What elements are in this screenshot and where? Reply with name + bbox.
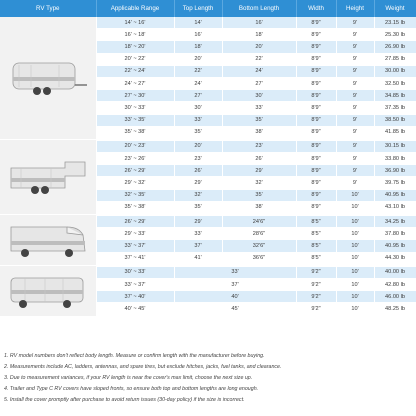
bottom-length-cell: 38' xyxy=(222,201,296,214)
top-length-cell: 16' xyxy=(174,29,222,41)
height-cell: 9' xyxy=(336,41,374,53)
top-length-cell: 29' xyxy=(174,215,222,228)
range-cell: 24' ~ 27' xyxy=(96,77,174,89)
header-weight: Weight xyxy=(374,0,416,17)
height-cell: 10' xyxy=(336,303,374,316)
table-row xyxy=(0,139,416,152)
width-cell: 8'5" xyxy=(296,215,336,228)
length-cell: 40' xyxy=(174,291,296,303)
range-cell: 22' ~ 24' xyxy=(96,65,174,77)
range-cell: 29' ~ 32' xyxy=(96,177,174,189)
weight-cell: 40.00 lb xyxy=(374,265,416,278)
range-cell: 27' ~ 30' xyxy=(96,90,174,102)
table-header-row xyxy=(0,0,416,17)
width-cell: 8'9" xyxy=(296,189,336,201)
width-cell: 8'9" xyxy=(296,53,336,65)
weight-cell: 25.30 lb xyxy=(374,29,416,41)
height-cell: 9' xyxy=(336,102,374,114)
height-cell: 9' xyxy=(336,126,374,139)
top-length-cell: 22' xyxy=(174,65,222,77)
class-c-cover-image xyxy=(0,215,96,266)
weight-cell: 27.85 lb xyxy=(374,53,416,65)
note-item: 2. Measurements include AC, ladders, antennas, and spare tires, but exclude hitches, jacks, fuel tanks, and clearance. xyxy=(4,364,282,370)
top-length-cell: 14' xyxy=(174,17,222,29)
height-cell: 10' xyxy=(336,252,374,265)
height-cell: 9' xyxy=(336,90,374,102)
weight-cell: 32.50 lb xyxy=(374,77,416,89)
bottom-length-cell: 26' xyxy=(222,153,296,165)
height-cell: 9' xyxy=(336,17,374,29)
travel-trailer-cover-image xyxy=(0,17,96,139)
note-item: 3. Due to measurement variances, if your RV length is near the cover's max limit, choose the next size up. xyxy=(4,375,253,381)
range-cell: 35' ~ 38' xyxy=(96,201,174,214)
weight-cell: 44.30 lb xyxy=(374,252,416,265)
height-cell: 9' xyxy=(336,65,374,77)
width-cell: 9'2" xyxy=(296,303,336,316)
weight-cell: 42.80 lb xyxy=(374,278,416,290)
bottom-length-cell: 24' xyxy=(222,65,296,77)
top-length-cell: 35' xyxy=(174,126,222,139)
width-cell: 8'9" xyxy=(296,41,336,53)
range-cell: 37' ~ 40' xyxy=(96,291,174,303)
weight-cell: 40.95 lb xyxy=(374,240,416,252)
header-bottom-length: Bottom Length xyxy=(222,0,296,17)
range-cell: 29' ~ 33' xyxy=(96,228,174,240)
range-cell: 20' ~ 22' xyxy=(96,53,174,65)
range-cell: 23' ~ 26' xyxy=(96,153,174,165)
bottom-length-cell: 16' xyxy=(222,17,296,29)
width-cell: 8'9" xyxy=(296,90,336,102)
range-cell: 20' ~ 23' xyxy=(96,139,174,152)
bottom-length-cell: 38' xyxy=(222,126,296,139)
table-row xyxy=(0,215,416,228)
weight-cell: 34.25 lb xyxy=(374,215,416,228)
fifth-wheel-cover-image xyxy=(0,139,96,214)
height-cell: 9' xyxy=(336,177,374,189)
range-cell: 32' ~ 35' xyxy=(96,189,174,201)
bottom-length-cell: 32'6" xyxy=(222,240,296,252)
bottom-length-cell: 29' xyxy=(222,165,296,177)
weight-cell: 23.15 lb xyxy=(374,17,416,29)
width-cell: 8'9" xyxy=(296,165,336,177)
weight-cell: 36.90 lb xyxy=(374,165,416,177)
height-cell: 10' xyxy=(336,215,374,228)
width-cell: 8'5" xyxy=(296,252,336,265)
bottom-length-cell: 32' xyxy=(222,177,296,189)
weight-cell: 43.10 lb xyxy=(374,201,416,214)
bottom-length-cell: 24'6" xyxy=(222,215,296,228)
range-cell: 33' ~ 37' xyxy=(96,240,174,252)
weight-cell: 37.80 lb xyxy=(374,228,416,240)
bottom-length-cell: 18' xyxy=(222,29,296,41)
range-cell: 18' ~ 20' xyxy=(96,41,174,53)
range-cell: 40' ~ 45' xyxy=(96,303,174,316)
top-length-cell: 35' xyxy=(174,201,222,214)
table-row xyxy=(0,17,416,29)
length-cell: 37' xyxy=(174,278,296,290)
range-cell: 33' ~ 37' xyxy=(96,278,174,290)
top-length-cell: 32' xyxy=(174,189,222,201)
note-item: 4. Trailer and Type C RV covers have sloped fronts, so ensure both top and bottom lengths are long enough. xyxy=(4,386,259,392)
class-a-cover-image xyxy=(0,265,96,316)
width-cell: 8'9" xyxy=(296,102,336,114)
height-cell: 10' xyxy=(336,240,374,252)
table-row xyxy=(0,265,416,278)
weight-cell: 41.85 lb xyxy=(374,126,416,139)
header-width: Width xyxy=(296,0,336,17)
range-cell: 37' ~ 41' xyxy=(96,252,174,265)
width-cell: 8'9" xyxy=(296,17,336,29)
bottom-length-cell: 30' xyxy=(222,90,296,102)
width-cell: 8'9" xyxy=(296,114,336,126)
weight-cell: 37.35 lb xyxy=(374,102,416,114)
width-cell: 9'2" xyxy=(296,291,336,303)
range-cell: 33' ~ 35' xyxy=(96,114,174,126)
height-cell: 9' xyxy=(336,77,374,89)
width-cell: 8'5" xyxy=(296,240,336,252)
height-cell: 9' xyxy=(336,139,374,152)
weight-cell: 30.15 lb xyxy=(374,139,416,152)
header-height: Height xyxy=(336,0,374,17)
height-cell: 9' xyxy=(336,29,374,41)
range-cell: 14' ~ 16' xyxy=(96,17,174,29)
top-length-cell: 30' xyxy=(174,102,222,114)
top-length-cell: 23' xyxy=(174,153,222,165)
top-length-cell: 33' xyxy=(174,228,222,240)
header-applicable-range: Applicable Range xyxy=(96,0,174,17)
width-cell: 8'9" xyxy=(296,29,336,41)
header-rv-type: RV Type xyxy=(0,0,96,17)
weight-cell: 38.50 lb xyxy=(374,114,416,126)
note-item: 5. Install the cover promptly after purchase to avoid return issues (30-day policy) if the size is incorrect. xyxy=(4,397,245,403)
weight-cell: 46.00 lb xyxy=(374,291,416,303)
width-cell: 8'9" xyxy=(296,153,336,165)
bottom-length-cell: 23' xyxy=(222,139,296,152)
width-cell: 8'9" xyxy=(296,177,336,189)
height-cell: 10' xyxy=(336,189,374,201)
width-cell: 8'9" xyxy=(296,126,336,139)
header-top-length: Top Length xyxy=(174,0,222,17)
top-length-cell: 24' xyxy=(174,77,222,89)
height-cell: 10' xyxy=(336,278,374,290)
range-cell: 26' ~ 29' xyxy=(96,215,174,228)
top-length-cell: 29' xyxy=(174,177,222,189)
height-cell: 9' xyxy=(336,165,374,177)
weight-cell: 30.00 lb xyxy=(374,65,416,77)
height-cell: 9' xyxy=(336,114,374,126)
top-length-cell: 27' xyxy=(174,90,222,102)
weight-cell: 34.85 lb xyxy=(374,90,416,102)
top-length-cell: 20' xyxy=(174,139,222,152)
bottom-length-cell: 22' xyxy=(222,53,296,65)
top-length-cell: 33' xyxy=(174,114,222,126)
height-cell: 9' xyxy=(336,153,374,165)
bottom-length-cell: 36'6" xyxy=(222,252,296,265)
weight-cell: 26.90 lb xyxy=(374,41,416,53)
note-item: 1. RV model numbers don't reflect body length. Measure or confirm length with the manufacturer before buying. xyxy=(4,353,265,359)
length-cell: 33' xyxy=(174,265,296,278)
range-cell: 16' ~ 18' xyxy=(96,29,174,41)
range-cell: 30' ~ 33' xyxy=(96,265,174,278)
height-cell: 10' xyxy=(336,228,374,240)
width-cell: 8'5" xyxy=(296,228,336,240)
weight-cell: 33.80 lb xyxy=(374,153,416,165)
height-cell: 10' xyxy=(336,201,374,214)
weight-cell: 48.25 lb xyxy=(374,303,416,316)
bottom-length-cell: 20' xyxy=(222,41,296,53)
height-cell: 10' xyxy=(336,265,374,278)
width-cell: 8'9" xyxy=(296,77,336,89)
width-cell: 8'9" xyxy=(296,201,336,214)
bottom-length-cell: 28'6" xyxy=(222,228,296,240)
bottom-length-cell: 27' xyxy=(222,77,296,89)
length-cell: 45' xyxy=(174,303,296,316)
bottom-length-cell: 35' xyxy=(222,189,296,201)
top-length-cell: 18' xyxy=(174,41,222,53)
bottom-length-cell: 33' xyxy=(222,102,296,114)
width-cell: 8'9" xyxy=(296,65,336,77)
top-length-cell: 26' xyxy=(174,165,222,177)
weight-cell: 40.95 lb xyxy=(374,189,416,201)
bottom-length-cell: 35' xyxy=(222,114,296,126)
width-cell: 9'2" xyxy=(296,265,336,278)
height-cell: 9' xyxy=(336,53,374,65)
notes-list xyxy=(4,351,414,406)
weight-cell: 39.75 lb xyxy=(374,177,416,189)
range-cell: 30' ~ 33' xyxy=(96,102,174,114)
range-cell: 26' ~ 29' xyxy=(96,165,174,177)
width-cell: 9'2" xyxy=(296,278,336,290)
width-cell: 8'9" xyxy=(296,139,336,152)
top-length-cell: 37' xyxy=(174,240,222,252)
range-cell: 35' ~ 38' xyxy=(96,126,174,139)
top-length-cell: 41' xyxy=(174,252,222,265)
height-cell: 10' xyxy=(336,291,374,303)
top-length-cell: 20' xyxy=(174,53,222,65)
